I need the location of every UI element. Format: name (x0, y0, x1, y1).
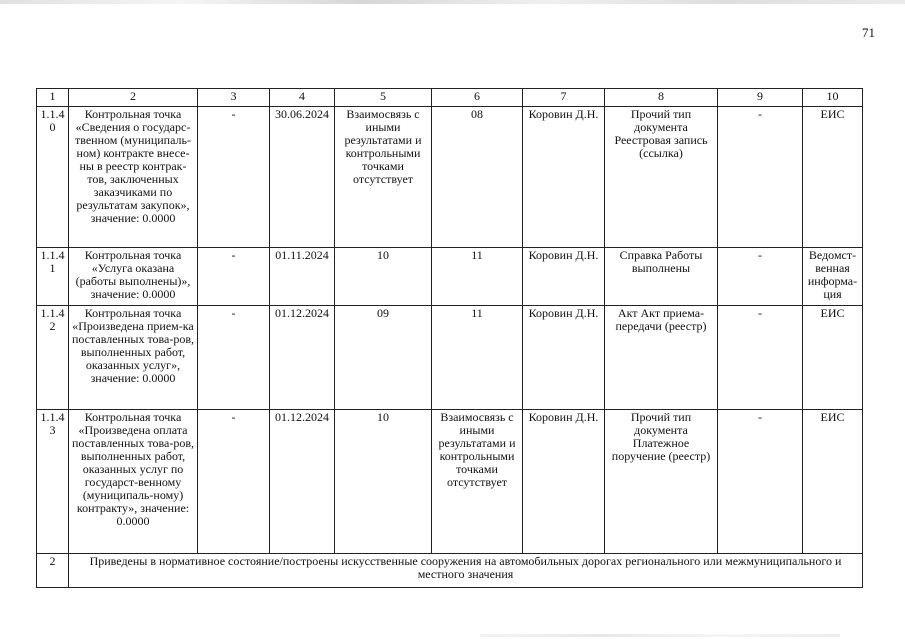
section-title: Приведены в нормативное состояние/построены искусственные сооружения на автомобильных дорогах регионального или межмуниципального и местного значения (69, 554, 863, 588)
cell-col6: 08 (432, 107, 523, 248)
control-points-table (36, 88, 863, 588)
cell-col9: - (718, 248, 803, 306)
header-cell: 4 (270, 89, 335, 107)
cell-col9: - (718, 306, 803, 410)
section-number: 2 (37, 554, 69, 588)
responsible-person: Коровин Д.Н. (523, 410, 605, 554)
scan-artifact-top (0, 0, 905, 4)
cell-col6: 11 (432, 306, 523, 410)
information-system: ЕИС (803, 410, 863, 554)
table-header-row (37, 89, 863, 107)
cell-col3: - (198, 306, 270, 410)
table-row (37, 306, 863, 410)
header-cell: 8 (605, 89, 718, 107)
cell-col5: 10 (335, 248, 432, 306)
header-cell: 2 (69, 89, 198, 107)
scan-artifact-bottom (480, 634, 840, 637)
header-cell: 9 (718, 89, 803, 107)
control-point-name: Контрольная точка «Сведения о государс-твенном (муниципаль-ном) контракте внесе-ны в реестр контрак-тов, заключенных заказчиками по результатам закупок», значение: 0.0000 (69, 107, 198, 248)
control-point-name: Контрольная точка «Произведена прием-ка поставленных това-ров, выполненных работ, оказанных услуг», значение: 0.0000 (69, 306, 198, 410)
cell-col9: - (718, 410, 803, 554)
document-type: Прочий тип документа Реестровая запись (ссылка) (605, 107, 718, 248)
due-date: 01.11.2024 (270, 248, 335, 306)
cell-col6: Взаимосвязь с иными результатами и контрольными точками отсутствует (432, 410, 523, 554)
cell-col3: - (198, 107, 270, 248)
row-number: 1.1.42 (37, 306, 69, 410)
document-type: Справка Работы выполнены (605, 248, 718, 306)
due-date: 01.12.2024 (270, 410, 335, 554)
document-type: Прочий тип документа Платежное поручение (реестр) (605, 410, 718, 554)
due-date: 01.12.2024 (270, 306, 335, 410)
cell-col5: 09 (335, 306, 432, 410)
row-number: 1.1.40 (37, 107, 69, 248)
cell-col5: 10 (335, 410, 432, 554)
row-number: 1.1.43 (37, 410, 69, 554)
document-type: Акт Акт приема-передачи (реестр) (605, 306, 718, 410)
header-cell: 6 (432, 89, 523, 107)
cell-col3: - (198, 248, 270, 306)
header-cell: 3 (198, 89, 270, 107)
header-cell: 10 (803, 89, 863, 107)
cell-col6: 11 (432, 248, 523, 306)
control-point-name: Контрольная точка «Услуга оказана (работы выполнены)», значение: 0.0000 (69, 248, 198, 306)
cell-col3: - (198, 410, 270, 554)
header-cell: 5 (335, 89, 432, 107)
section-row (37, 554, 863, 588)
table-row (37, 107, 863, 248)
page-number: 71 (862, 25, 875, 40)
responsible-person: Коровин Д.Н. (523, 107, 605, 248)
row-number: 1.1.41 (37, 248, 69, 306)
cell-col5: Взаимосвязь с иными результатами и контрольными точками отсутствует (335, 107, 432, 248)
responsible-person: Коровин Д.Н. (523, 248, 605, 306)
cell-col9: - (718, 107, 803, 248)
information-system: ЕИС (803, 306, 863, 410)
header-cell: 1 (37, 89, 69, 107)
control-point-name: Контрольная точка «Произведена оплата поставленных това-ров, выполненных работ, оказанных услуг по государст-венному (муниципаль-ному) контракту», значение: 0.0000 (69, 410, 198, 554)
information-system: ЕИС (803, 107, 863, 248)
table-row (37, 248, 863, 306)
header-cell: 7 (523, 89, 605, 107)
due-date: 30.06.2024 (270, 107, 335, 248)
responsible-person: Коровин Д.Н. (523, 306, 605, 410)
information-system: Ведомст-венная информа-ция (803, 248, 863, 306)
table-row (37, 410, 863, 554)
